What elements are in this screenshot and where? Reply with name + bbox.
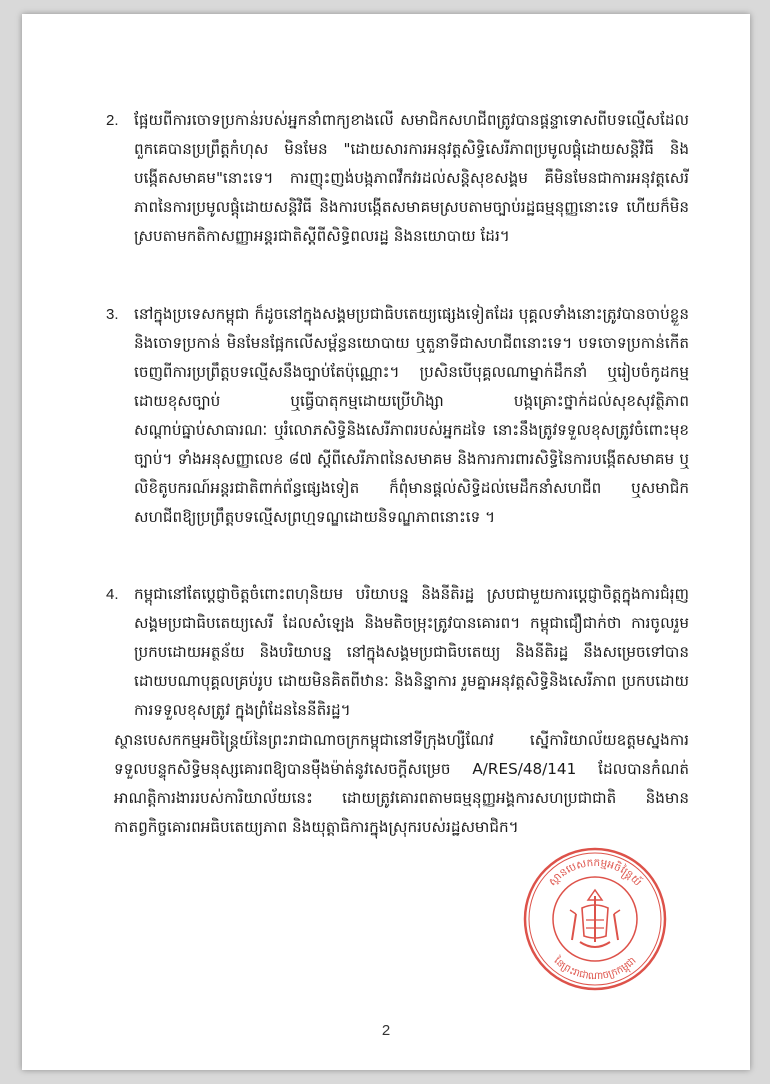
document-page [22,14,750,1070]
paragraph-item-3 [106,300,689,532]
closing-paragraph: ស្ថានបេសកកម្មអចិន្ត្រៃយ៍នៃព្រះរាជាណាចក្រកម្ពុជានៅទីក្រុងហ្សឺណែវ ស្នើការិយាល័យឧត្តមស្នងការទទួលបន្ទុកសិទ្ធិមនុស្សគោរពឱ្យបានម៉ឺងម៉ាត់នូវសេចក្តីសម្រេច A/RES/48/141 ដែលបានកំណត់អាណត្តិការងាររបស់ការិយាល័យនេះ ដោយត្រូវគោរពតាមធម្មនុញ្ញអង្គការសហប្រជាជាតិ និងមានកាតព្វកិច្ចគោរពអធិបតេយ្យភាព និងយុត្តាធិការក្នុងស្រុករបស់រដ្ឋសមាជិក។ [114,731,689,836]
item-text: នៅក្នុងប្រទេសកម្ពុជា ក៏ដូចនៅក្នុងសង្គមប្រជាធិបតេយ្យផ្សេងទៀតដែរ បុគ្គលទាំងនោះត្រូវបានចាប់ខ្លួន និងចោទប្រកាន់ មិនមែនផ្អែកលើសម្ព័ន្ធនយោបាយ ឬតួនាទីជាសហជីពនោះទេ។ បទចោទប្រកាន់កើតចេញពីការប្រព្រឹត្តបទល្មើសនឹងច្បាប់តែប៉ុណ្ណោះ។ ប្រសិនបើបុគ្គលណាម្នាក់ដឹកនាំ ឬរៀបចំកូដកម្មដោយខុសច្បាប់ ឬធ្វើបាតុកម្មដោយប្រើហិង្សា បង្កគ្រោះថ្នាក់ដល់សុខសុវត្ថិភាព សណ្តាប់ធ្នាប់សាធារណៈ ឬរំលោភសិទ្ធិនិងសេរីភាពរបស់អ្នកដទៃ នោះនឹងត្រូវទទួលខុសត្រូវចំពោះមុខច្បាប់។ ទាំងអនុសញ្ញាលេខ ៨៧ ស្តីពីសេរីភាពនៃសមាគម និងការការពារសិទ្ធិនៃការបង្កើតសមាគម ឬលិខិតូបករណ៍អន្តរជាតិពាក់ព័ន្ធផ្សេងទៀត ក៏ពុំមានផ្តល់សិទ្ធិដល់មេដឹកនាំសហជីព ឬសមាជិកសហជីពឱ្យប្រព្រឹត្តបទល្មើសព្រហ្មទណ្ឌដោយនិទណ្ឌភាពនោះទេ ។ [134,305,689,526]
item-number: 2. [106,112,119,129]
seal-top-text: ស្ថានបេសកកម្មអចិន្ត្រៃយ៍ [546,856,644,889]
paragraph-item-4 [106,580,689,725]
paragraph-item-2 [106,106,689,251]
page-number: 2 [381,1022,391,1039]
item-text: ផ្អែយពីការចោទប្រកាន់របស់អ្នកនាំពាក្យខាងលើ សមាជិកសហជីពត្រូវបានផ្តន្ទាទោសពីបទល្មើសដែលពួកគេបានប្រព្រឹត្តកំហុស មិនមែន "ដោយសារការអនុវត្តសិទ្ធិសេរីភាពប្រមូលផ្តុំដោយសន្តិវិធី និងបង្កើតសមាគម"នោះទេ។ ការញុះញង់បង្កភាពវឹកវរដល់សន្តិសុខសង្គម គឺមិនមែនជាការអនុវត្តសេរីភាពនៃការប្រមូលផ្តុំដោយសន្តិវិធី និងការបង្កើតសមាគមស្របតាមច្បាប់រដ្ឋធម្មនុញ្ញនោះទេ ហើយក៏មិនស្របតាមកតិកាសញ្ញាអន្តរជាតិស្តីពីសិទ្ធិពលរដ្ឋ និងនយោបាយ ដែរ។ [134,111,689,245]
seal-bottom-text: នៃព្រះរាជាណាចក្រកម្ពុជា [551,955,639,983]
official-seal-stamp [520,844,670,994]
item-number: 3. [106,306,119,323]
item-text: កម្ពុជានៅតែប្តេជ្ញាចិត្តចំពោះពហុនិយម បរិយាបន្ន និងនីតិរដ្ឋ ស្របជាមួយការប្តេជ្ញាចិត្តក្នុងការជំរុញសង្គមប្រជាធិបតេយ្យសេរី ដែលសំឡេង និងមតិចម្រុះត្រូវបានគោរព។ កម្ពុជាជឿជាក់ថា ការចូលរួមប្រកបដោយអត្ថន័យ និងបរិយាបន្ន នៅក្នុងសង្គមប្រជាធិបតេយ្យ និងនីតិរដ្ឋ នឹងសម្រេចទៅបានដោយបណាបុគ្គលគ្រប់រូប ដោយមិនគិតពីឋានៈ និងនិន្នាការ រួមគ្នាអនុវត្តសិទ្ធិនិងសេរីភាព ប្រកបដោយការទទួលខុសត្រូវ ក្នុងព្រំដែននៃនីតិរដ្ឋ។ [134,585,689,719]
item-number: 4. [106,586,119,603]
